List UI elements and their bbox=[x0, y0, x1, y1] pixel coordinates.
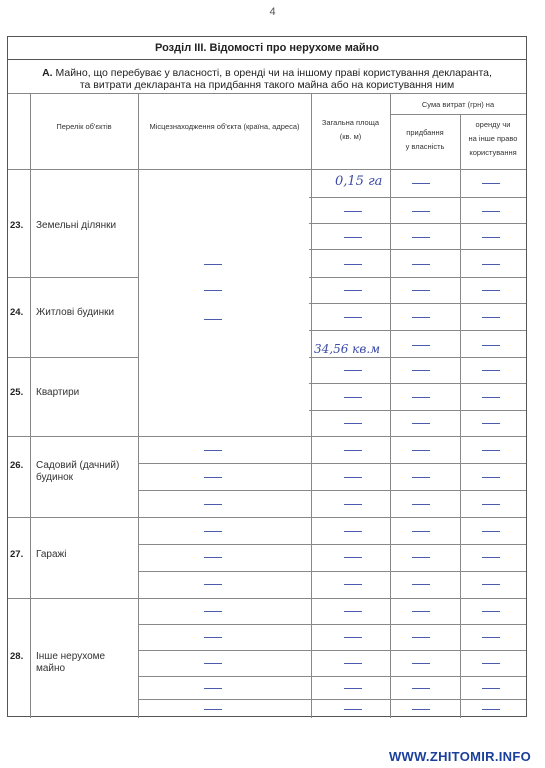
dash-mark bbox=[412, 264, 430, 265]
dash-mark bbox=[482, 709, 500, 710]
dash-mark bbox=[344, 637, 362, 638]
dash-mark bbox=[204, 264, 222, 265]
redacted-area bbox=[139, 178, 309, 434]
dash-mark bbox=[482, 345, 500, 346]
dash-mark bbox=[412, 709, 430, 710]
dash-mark bbox=[412, 397, 430, 398]
dash-mark bbox=[344, 423, 362, 424]
dash-mark bbox=[204, 450, 222, 451]
dash-mark bbox=[344, 237, 362, 238]
site-watermark: WWW.ZHITOMIR.INFO bbox=[388, 749, 531, 764]
dash-mark bbox=[344, 557, 362, 558]
dash-mark bbox=[412, 290, 430, 291]
dash-mark bbox=[412, 477, 430, 478]
section-a-line1: Майно, що перебуває у власності, в оренді чи на іншому праві користування декларанта, bbox=[55, 67, 492, 79]
dash-mark bbox=[204, 531, 222, 532]
sub-row-line bbox=[138, 544, 526, 545]
col-divider bbox=[460, 114, 461, 718]
header-area: Загальна площа (кв. м) bbox=[321, 118, 380, 141]
dash-mark bbox=[412, 370, 430, 371]
dash-mark bbox=[482, 531, 500, 532]
dash-mark bbox=[344, 211, 362, 212]
dash-mark bbox=[344, 611, 362, 612]
dash-mark bbox=[482, 557, 500, 558]
handwritten-apartment-area: 34,56 кв.м bbox=[314, 342, 381, 356]
dash-mark bbox=[412, 611, 430, 612]
dash-mark bbox=[412, 637, 430, 638]
dash-mark bbox=[344, 531, 362, 532]
page-number: 4 bbox=[269, 6, 276, 18]
dash-mark bbox=[412, 317, 430, 318]
sub-row-line bbox=[138, 624, 526, 625]
dash-mark bbox=[344, 663, 362, 664]
row-label-land: Земельні ділянки bbox=[36, 220, 117, 231]
row-label-garages: Гаражі bbox=[36, 549, 67, 560]
sub-row-line bbox=[138, 650, 526, 651]
dash-mark bbox=[344, 317, 362, 318]
dash-mark bbox=[344, 290, 362, 291]
header-purchase: придбання у власність bbox=[405, 128, 445, 151]
section-a-line2: та витрати декларанта на придбання такого майна або на користування ним bbox=[79, 79, 455, 91]
col-divider bbox=[30, 94, 31, 718]
dash-mark bbox=[344, 688, 362, 689]
sub-row-line bbox=[138, 571, 526, 572]
row-boundary bbox=[8, 517, 526, 518]
dash-mark bbox=[412, 183, 430, 184]
sub-row-line bbox=[138, 676, 526, 677]
row-boundary bbox=[8, 436, 526, 437]
dash-mark bbox=[344, 709, 362, 710]
dash-mark bbox=[344, 450, 362, 451]
header-object-list: Перелік об'єктів bbox=[56, 122, 112, 131]
dash-mark bbox=[482, 450, 500, 451]
dash-mark bbox=[412, 663, 430, 664]
dash-mark bbox=[482, 637, 500, 638]
section-a-letter: А. bbox=[42, 67, 53, 79]
row-number: 28. bbox=[10, 651, 24, 662]
row-label-houses: Житлові будинки bbox=[36, 307, 115, 318]
dash-mark bbox=[482, 183, 500, 184]
dash-mark bbox=[204, 663, 222, 664]
row-number: 27. bbox=[10, 549, 24, 560]
dash-mark bbox=[344, 504, 362, 505]
dash-mark bbox=[482, 611, 500, 612]
dash-mark bbox=[412, 237, 430, 238]
header-rent: оренду чи на інше право користування bbox=[468, 120, 518, 157]
dash-mark bbox=[482, 264, 500, 265]
section-a-description bbox=[8, 67, 526, 91]
dash-mark bbox=[482, 504, 500, 505]
dash-mark bbox=[412, 423, 430, 424]
dash-mark bbox=[482, 584, 500, 585]
dash-mark bbox=[412, 688, 430, 689]
dash-mark bbox=[482, 237, 500, 238]
dash-mark bbox=[344, 477, 362, 478]
dash-mark bbox=[482, 290, 500, 291]
row-label-other: Інше нерухоме майно bbox=[36, 651, 106, 674]
dash-mark bbox=[412, 345, 430, 346]
row-boundary bbox=[8, 598, 526, 599]
dash-mark bbox=[482, 370, 500, 371]
dash-mark bbox=[482, 477, 500, 478]
dash-mark bbox=[412, 504, 430, 505]
dash-mark bbox=[204, 637, 222, 638]
property-table bbox=[8, 93, 526, 717]
sub-row-line bbox=[138, 463, 526, 464]
dash-mark bbox=[204, 557, 222, 558]
header-divider bbox=[390, 114, 526, 115]
dash-mark bbox=[482, 663, 500, 664]
dash-mark bbox=[412, 450, 430, 451]
dash-mark bbox=[412, 531, 430, 532]
dash-mark bbox=[204, 611, 222, 612]
dash-mark bbox=[344, 584, 362, 585]
section-title: Розділ ІІІ. Відомості про нерухоме майно bbox=[8, 37, 526, 60]
dash-mark bbox=[482, 211, 500, 212]
sub-row-line bbox=[138, 699, 526, 700]
dash-mark bbox=[344, 397, 362, 398]
dash-mark bbox=[204, 290, 222, 291]
dash-mark bbox=[482, 423, 500, 424]
declaration-section-frame bbox=[7, 36, 527, 717]
row-number: 23. bbox=[10, 220, 24, 231]
header-bottom-line bbox=[8, 169, 526, 170]
dash-mark bbox=[204, 688, 222, 689]
dash-mark bbox=[204, 709, 222, 710]
row-number: 26. bbox=[10, 460, 24, 471]
dash-mark bbox=[482, 397, 500, 398]
dash-mark bbox=[344, 370, 362, 371]
dash-mark bbox=[204, 504, 222, 505]
dash-mark bbox=[412, 211, 430, 212]
row-label-garden-house: Садовий (дачний) будинок bbox=[36, 460, 120, 483]
sub-row-line bbox=[138, 490, 526, 491]
dash-mark bbox=[204, 319, 222, 320]
dash-mark bbox=[204, 477, 222, 478]
row-label-apartments: Квартири bbox=[36, 387, 80, 398]
row-number: 24. bbox=[10, 307, 24, 318]
row-number: 25. bbox=[10, 387, 24, 398]
dash-mark bbox=[482, 688, 500, 689]
header-expenses: Сума витрат (грн) на bbox=[421, 100, 495, 109]
dash-mark bbox=[204, 584, 222, 585]
header-location: Місцезнаходження об'єкта (країна, адреса) bbox=[149, 122, 300, 131]
dash-mark bbox=[482, 317, 500, 318]
dash-mark bbox=[344, 264, 362, 265]
dash-mark bbox=[412, 557, 430, 558]
handwritten-land-area: 0,15 га bbox=[335, 174, 383, 189]
dash-mark bbox=[412, 584, 430, 585]
